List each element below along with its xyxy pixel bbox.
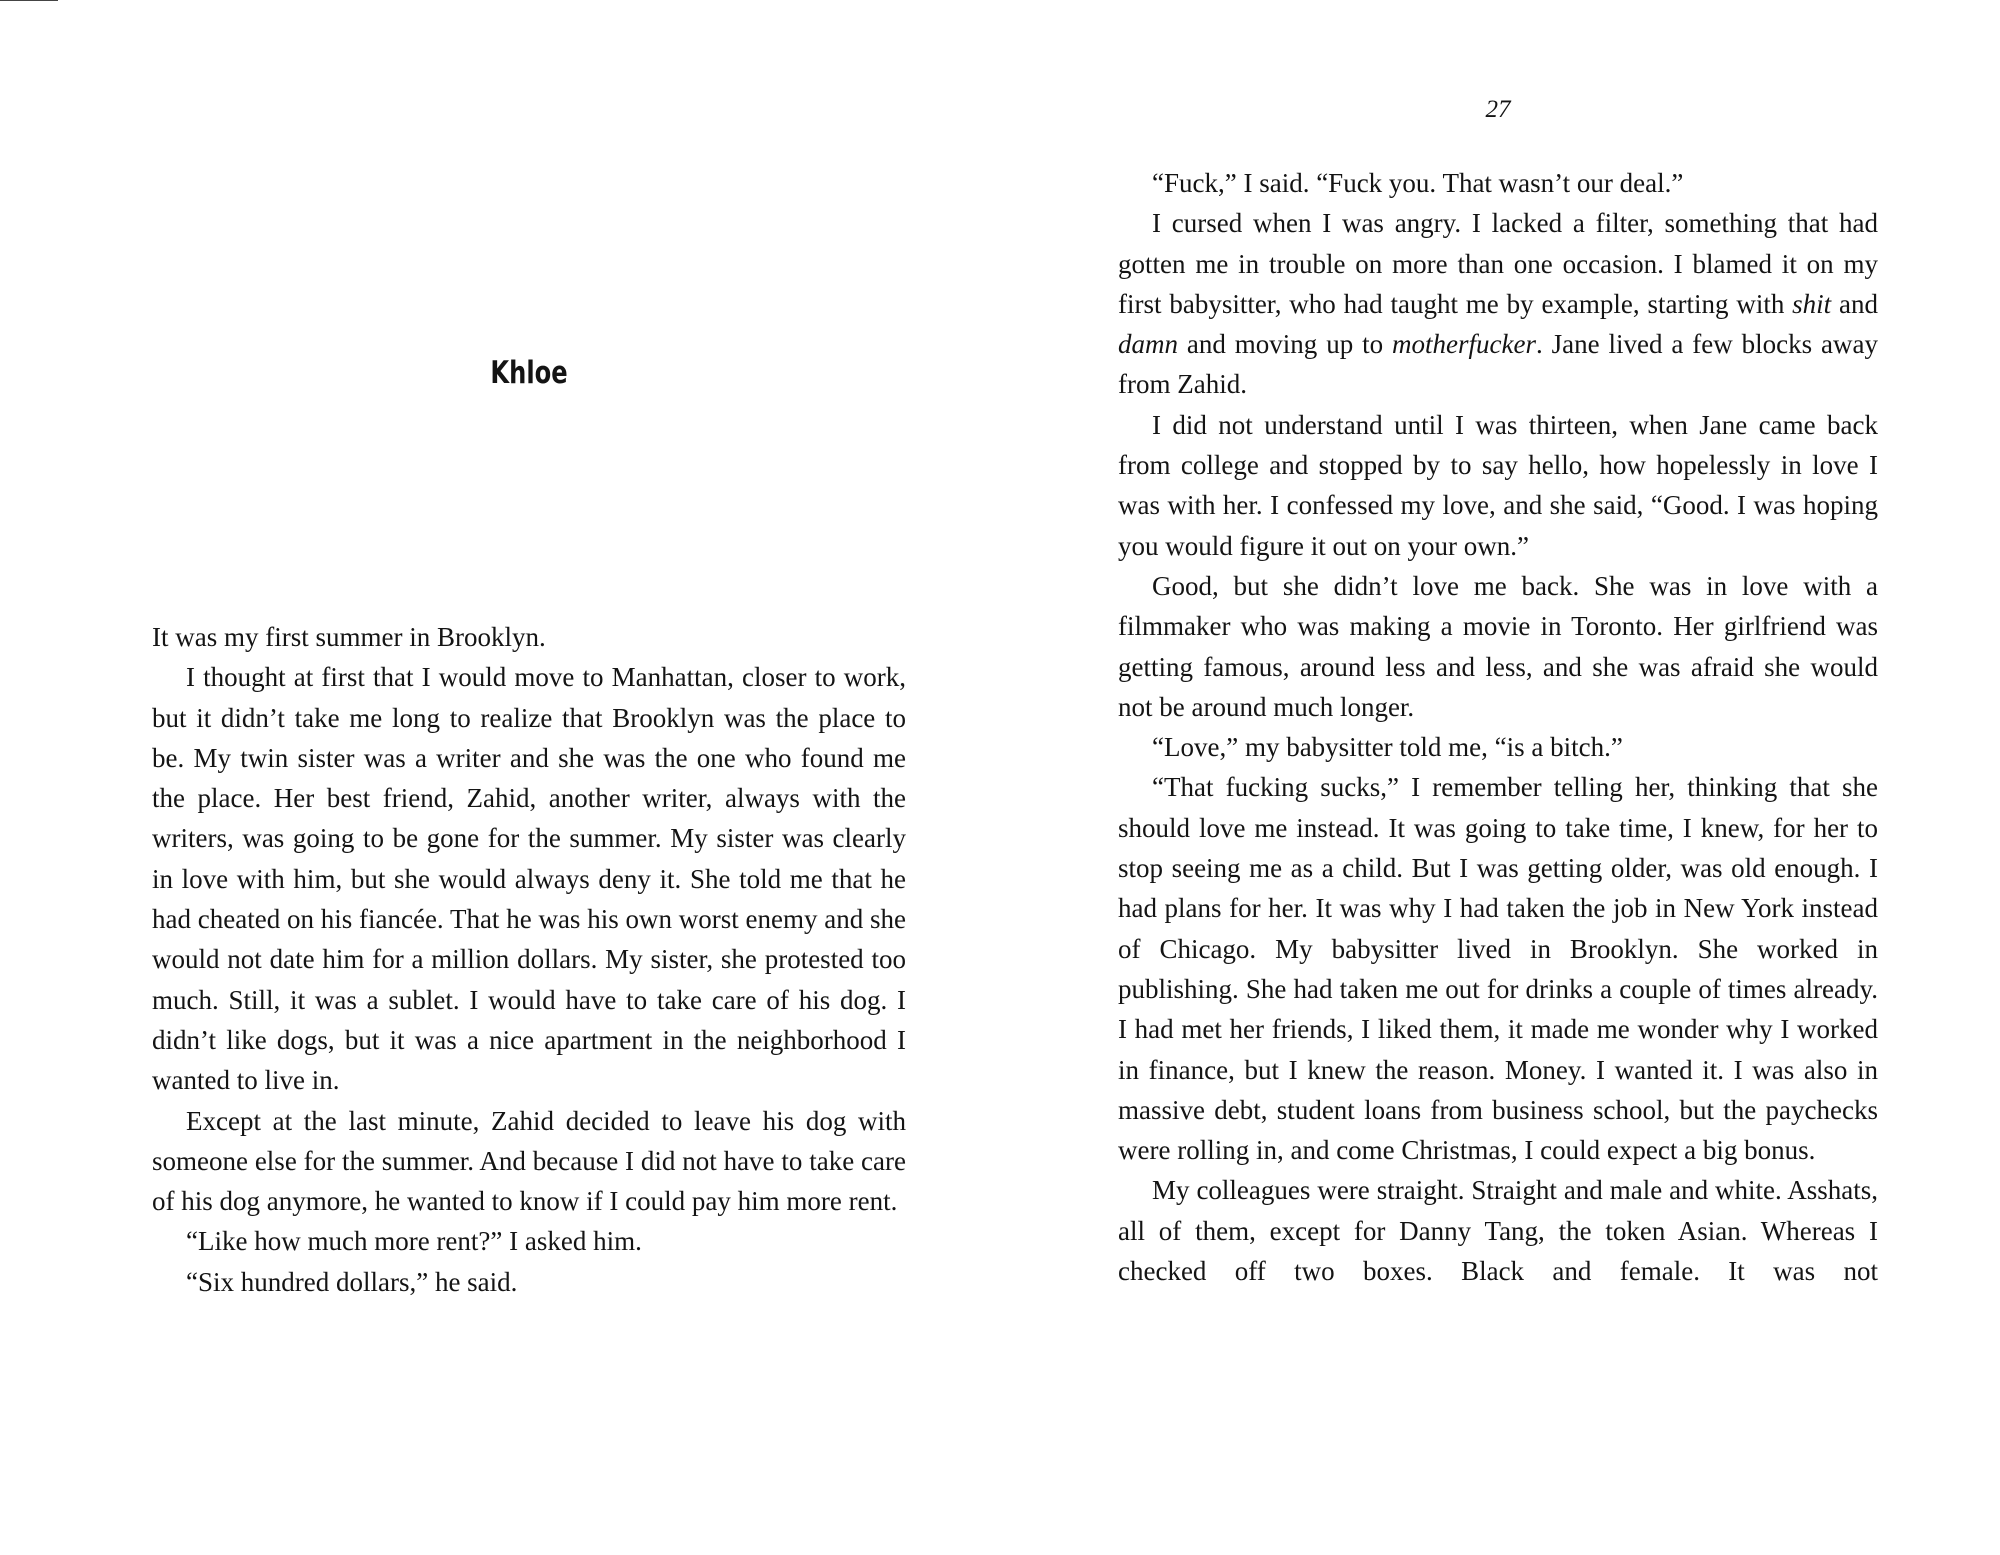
left-page-body	[152, 617, 906, 1302]
paragraph: “That fucking sucks,” I remember telling her, thinking that she should love me instead. It was going to take time, I knew, for her to stop seeing me as a child. But I was getting older, was old enough. I had plans for her. It was why I had taken the job in New York instead of Chicago. My babysitter lived in Brooklyn. She worked in publishing. She had taken me out for drinks a couple of times already. I had met her friends, I liked them, it made me wonder why I worked in finance, but I knew the reason. Money. I wanted it. I was also in massive debt, student loans from business school, but the paychecks were rolling in, and come Christmas, I could expect a big bonus.	[1118, 772, 1878, 1166]
scan-corner-mark	[0, 0, 58, 1]
text-run: . Jane lived a few blocks away from Zahid.	[1118, 329, 1878, 400]
text-run: and moving up to	[1178, 329, 1392, 360]
paragraph: I thought at first that I would move to Manhattan, closer to work, but it didn’t take me long to realize that Brooklyn was the place to be. My twin sister was a writer and she was the one who found me the place. Her best friend, Zahid, another writer, always with the writers, was going to be gone for the summer. My sister was clearly in love with him, but she would always deny it. She told me that he had cheated on his fiancée. That he was his own worst enemy and she would not date him for a million dollars. My sister, she protested too much. Still, it was a sublet. I would have to take care of his dog. I didn’t like dogs, but it was a nice apartment in the neighborhood I wanted to live in.	[152, 662, 906, 1096]
text-run: and	[1831, 288, 1879, 319]
right-page-body	[1118, 163, 1878, 1291]
paragraph: It was my first summer in Brooklyn.	[152, 622, 546, 652]
paragraph: “Love,” my babysitter told me, “is a bitch.”	[1152, 732, 1623, 763]
italic-word: shit	[1792, 288, 1832, 319]
left-page	[152, 0, 906, 1555]
paragraph: Except at the last minute, Zahid decided to leave his dog with someone else for the summer. And because I did not have to take care of his dog anymore, he wanted to know if I could pay him more rent.	[152, 1105, 906, 1217]
italic-word: motherfucker	[1392, 329, 1536, 360]
italic-word: damn	[1118, 329, 1178, 360]
paragraph	[1118, 203, 1878, 404]
right-page	[1118, 0, 1878, 1555]
paragraph: “Like how much more rent?” I asked him.	[186, 1226, 642, 1257]
text-run: I cursed when I was angry. I lacked a filter, something that had gotten me in trouble on more than one occasion. I blamed it on my first babysitter, who had taught me by example, starting with	[1118, 208, 1878, 319]
page-number: 27	[1485, 96, 1511, 123]
paragraph: “Fuck,” I said. “Fuck you. That wasn’t our deal.”	[1152, 168, 1684, 198]
paragraph: Good, but she didn’t love me back. She was in love with a filmmaker who was making a movie in Toronto. Her girlfriend was getting famous, around less and less, and she was afraid she would not be around much longer.	[1118, 570, 1878, 722]
chapter-title: Khloe	[490, 355, 568, 391]
paragraph: “Six hundred dollars,” he said.	[186, 1266, 518, 1297]
paragraph: I did not understand until I was thirteen, when Jane came back from college and stopped by to say hello, how hopelessly in love I was with her. I confessed my love, and she said, “Good. I was hoping you would figure it out on your own.”	[1118, 409, 1878, 561]
paragraph: My colleagues were straight. Straight and male and white. Asshats, all of them, except for Danny Tang, the token Asian. Whereas I checked off two boxes. Black and female. It was not	[1118, 1175, 1878, 1287]
